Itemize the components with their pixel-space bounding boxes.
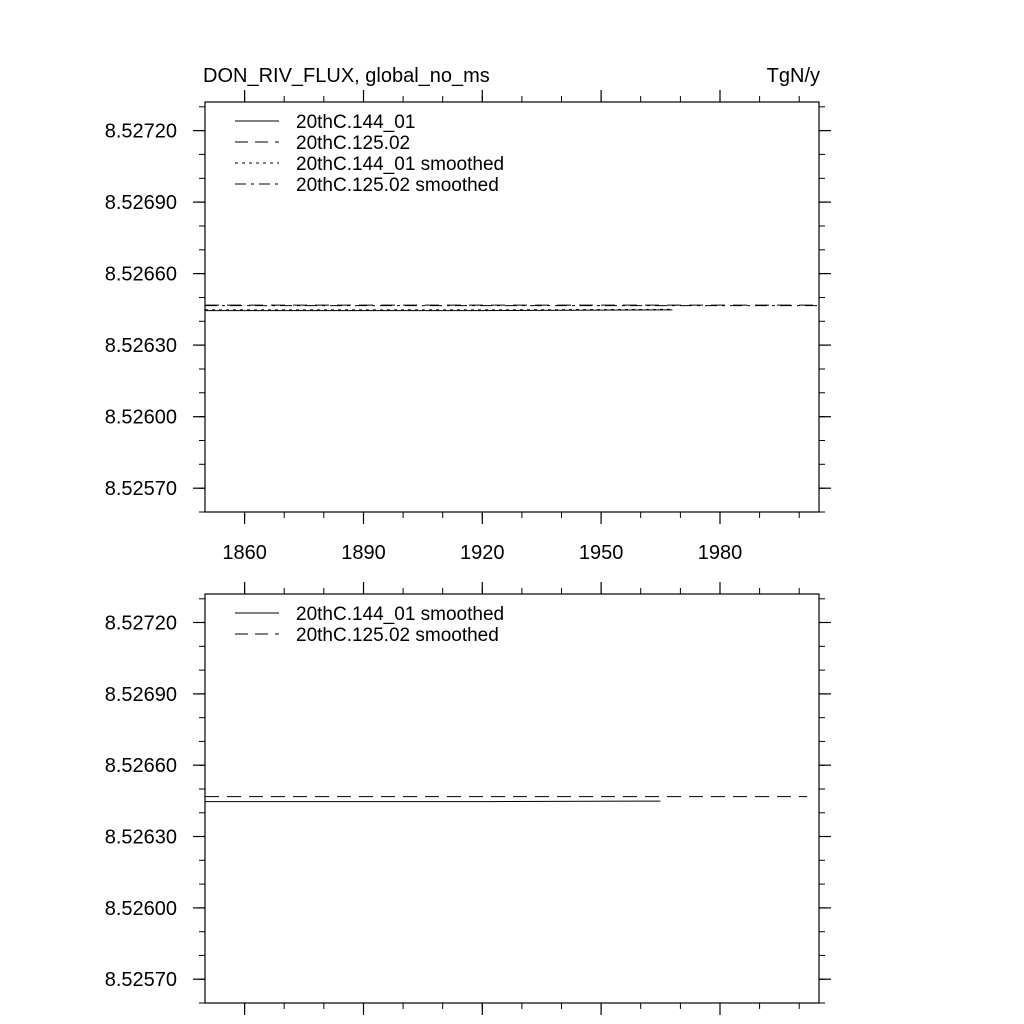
legend-entry: 20thC.144_01 smoothed bbox=[296, 154, 505, 175]
series-line bbox=[205, 801, 661, 802]
x-tick-label: 1950 bbox=[578, 542, 624, 564]
top-panel bbox=[105, 90, 831, 564]
chart-title: DON_RIV_FLUX, global_no_ms bbox=[203, 65, 490, 87]
x-tick-label: 1980 bbox=[697, 542, 743, 564]
y-tick-label: 8.52600 bbox=[104, 406, 177, 429]
legend-entry: 20thC.144_01 smoothed bbox=[296, 604, 505, 625]
legend-entry: 20thC.144_01 bbox=[296, 112, 416, 133]
y-tick-label: 8.52630 bbox=[104, 335, 177, 358]
x-tick-label: 1890 bbox=[341, 542, 386, 564]
y-tick-label: 8.52690 bbox=[104, 192, 177, 215]
y-tick-label: 8.52570 bbox=[104, 478, 177, 501]
y-tick-label: 8.52690 bbox=[104, 683, 177, 706]
chart-units: TgN/y bbox=[766, 65, 820, 87]
plot-frame bbox=[205, 594, 819, 1003]
y-tick-label: 8.52660 bbox=[104, 755, 177, 778]
y-tick-label: 8.52720 bbox=[104, 612, 177, 635]
bottom-panel bbox=[105, 582, 831, 1015]
legend-entry: 20thC.125.02 smoothed bbox=[296, 625, 499, 646]
legend-entry: 20thC.125.02 bbox=[296, 133, 411, 154]
legend-entry: 20thC.125.02 smoothed bbox=[296, 175, 499, 196]
x-tick-label: 1860 bbox=[222, 542, 267, 564]
x-tick-label: 1920 bbox=[460, 542, 505, 564]
y-tick-label: 8.52720 bbox=[104, 120, 177, 143]
y-tick-label: 8.52600 bbox=[104, 897, 177, 920]
y-tick-label: 8.52660 bbox=[104, 263, 177, 286]
y-tick-label: 8.52570 bbox=[104, 969, 177, 992]
y-tick-label: 8.52630 bbox=[104, 826, 177, 849]
